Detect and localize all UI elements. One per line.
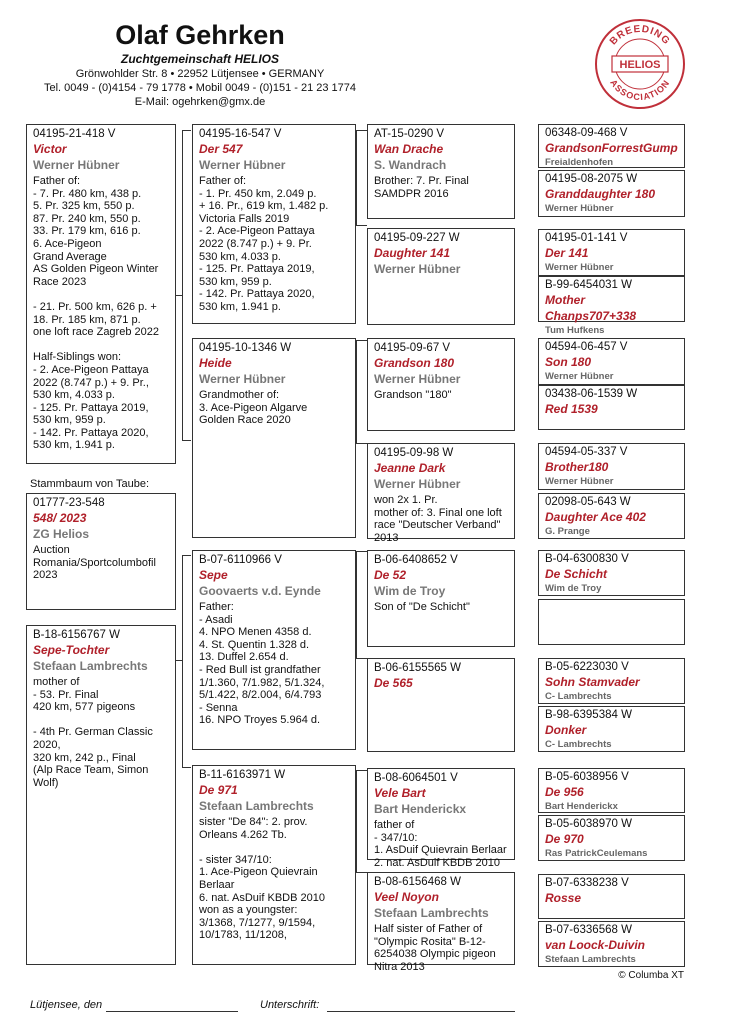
ring-number: B-05-6038970 W: [545, 818, 632, 830]
pigeon-name: Red 1539: [545, 402, 598, 416]
ring-number: B-07-6338238 V: [545, 877, 629, 889]
connector-mf-top: [356, 551, 367, 552]
pigeon-g5-6[interactable]: [538, 385, 685, 430]
description: Half sister of Father of "Olympic Rosita" B-12- 6254038 Olympic pigeon Nitra 2013: [374, 923, 496, 973]
breeder: Werner Hübner: [545, 371, 614, 382]
ring-number: 04195-09-67 V: [374, 342, 451, 354]
svg-text:ASSOCIATION: [608, 78, 671, 102]
pigeon-fmf[interactable]: [367, 338, 515, 431]
pigeon-g5-3[interactable]: [538, 229, 685, 276]
ring-number: 03438-06-1539 W: [545, 388, 638, 400]
breeder: Werner Hübner: [374, 262, 461, 276]
breeder: Werner Hübner: [374, 372, 461, 386]
place-date-line[interactable]: [106, 1011, 238, 1012]
description: won 2x 1. Pr. mother of: 3. Final one loft race "Deutscher Verband" 2013: [374, 494, 502, 544]
pigeon-name: Der 141: [545, 246, 589, 260]
breeder: ZG Helios: [33, 527, 90, 541]
description: Grandson "180": [374, 389, 452, 401]
pigeon-name: Son 180: [545, 355, 592, 369]
pigeon-name: De 52: [374, 568, 407, 582]
pigeon-name: Grandson 180: [374, 356, 455, 370]
pigeon-g5-9[interactable]: [538, 550, 685, 596]
connector-fm-top: [356, 340, 367, 341]
copyright: © Columba XT: [618, 970, 684, 981]
ring-number: B-08-6064501 V: [374, 772, 458, 784]
breeder-phone: Tel. 0049 - (0)4154 - 79 1778 • Mobil 0049 - (0)151 - 21 23 1774: [43, 82, 357, 94]
breeder: G. Prange: [545, 526, 590, 537]
description: Grandmother of: 3. Ace-Pigeon Algarve Golden Race 2020: [199, 389, 308, 427]
ring-number: 01777-23-548: [33, 497, 105, 509]
pigeon-g5-12[interactable]: [538, 706, 685, 752]
connector-mf: [356, 551, 357, 659]
ring-number: 02098-05-643 W: [545, 496, 631, 508]
breeder-subtitle: Zuchtgemeinschaft HELIOS: [120, 52, 280, 66]
breeder: Werner Hübner: [33, 158, 120, 172]
description: Father: - Asadi 4. NPO Menen 4358 d. 4. St. Quentin 1.328 d. 13. Duffel 2.654 d. - Red Bull ist grandfather 1/1.360, 7/1.982, 5/1.324, 5/1.422, 8/2.004, 6/4.793 - Senna 16. NPO Troyes 5.964 d.: [199, 601, 325, 727]
ring-number: 04195-08-2075 W: [545, 173, 638, 185]
ring-number: B-07-6110966 V: [199, 554, 282, 566]
pigeon-name: Rosse: [545, 891, 582, 905]
pigeon-name: Sepe: [199, 568, 228, 582]
pigeon-g5-14[interactable]: [538, 815, 685, 861]
signature-line[interactable]: [327, 1011, 515, 1012]
breeder: Ras PatrickCeulemans: [545, 848, 648, 859]
connector-father: [182, 130, 183, 441]
connector-mm-top: [356, 770, 367, 771]
breeder: Tum Hufkens: [545, 325, 605, 336]
pigeon-mff[interactable]: [367, 550, 515, 647]
ring-number: 04195-01-141 V: [545, 232, 628, 244]
breeder: S. Wandrach: [374, 158, 447, 172]
ring-number: B-05-6038956 V: [545, 771, 629, 783]
connector-mf-bottom: [356, 658, 367, 659]
pigeon-name: GrandsonForrestGump: [545, 141, 678, 155]
connector-mother-tick: [176, 660, 182, 661]
pigeon-mm[interactable]: [192, 765, 356, 965]
pigeon-fmm[interactable]: [367, 443, 515, 544]
pigeon-g5-5[interactable]: [538, 338, 685, 385]
pigeon-name: van Loock-Duivin: [545, 938, 646, 952]
ring-number: B-98-6395384 W: [545, 709, 632, 721]
ring-number: AT-15-0290 V: [374, 128, 445, 140]
pigeon-g5-7[interactable]: [538, 443, 685, 490]
pigeon-name: De 956: [545, 785, 584, 799]
breeder: Wim de Troy: [374, 584, 446, 598]
logo-center-text: HELIOS: [619, 59, 661, 71]
pigeon-name: Sepe-Tochter: [33, 643, 110, 657]
breeder: Goovaerts v.d. Eynde: [199, 584, 321, 598]
breeder: Bart Henderickx: [545, 801, 618, 812]
ring-number: 04594-06-457 V: [545, 341, 628, 353]
pigeon-name: Mother Chanps707+338: [545, 293, 637, 323]
connector-ff-bottom: [356, 225, 367, 226]
pigeon-g5-15[interactable]: [538, 874, 685, 919]
pigeon-fm[interactable]: [192, 338, 356, 538]
pigeon-name: Wan Drache: [374, 142, 444, 156]
pigeon-name: Vele Bart: [374, 786, 426, 800]
ring-number: B-99-6454031 W: [545, 279, 632, 291]
pigeon-g5-2[interactable]: [538, 170, 685, 217]
breeder: Stefaan Lambrechts: [33, 659, 148, 673]
pigeon-name: Daughter Ace 402: [545, 510, 646, 524]
description: Father of: - 1. Pr. 450 km, 2.049 p. + 16. Pr., 619 km, 1.482 p. Victoria Falls 2019 - 2. Ace-Pigeon Pattaya 2022 (8.747 p.) + 9. Pr. 530 km, 4.033 p. - 125. Pr. Pattaya 2019, 530 km, 959 p. - 142. Pr. Pattaya 2020, 530 km, 1.941 p.: [199, 175, 329, 313]
ring-number: B-18-6156767 W: [33, 629, 120, 641]
breeder: C- Lambrechts: [545, 691, 612, 702]
connector-mother: [182, 555, 183, 768]
logo-top-text: BREEDING: [607, 23, 673, 48]
pigeon-g5-11[interactable]: [538, 658, 685, 704]
pigeon-g5-10[interactable]: [538, 599, 685, 645]
connector-mother-top: [182, 555, 191, 556]
breeder: Werner Hübner: [545, 203, 614, 214]
pigeon-name: De Schicht: [545, 567, 608, 581]
pigeon-mfm[interactable]: [367, 658, 515, 752]
breeder-email[interactable]: E-Mail: ogehrken@gmx.de: [134, 96, 266, 108]
pigeon-g5-8[interactable]: [538, 493, 685, 539]
pigeon-fff[interactable]: [367, 124, 515, 219]
logo-bottom-text: ASSOCIATION: [608, 77, 672, 103]
ring-number: B-11-6163971 W: [199, 769, 286, 781]
connector-mm: [356, 770, 357, 873]
pigeon-name: De 970: [545, 832, 584, 846]
breeder: Stefaan Lambrechts: [374, 906, 489, 920]
ring-number: 06348-09-468 V: [545, 127, 628, 139]
ring-number: 04195-16-547 V: [199, 128, 282, 140]
ring-number: 04195-09-98 W: [374, 447, 454, 459]
pigeon-name: Donker: [545, 723, 587, 737]
pigeon-name: De 971: [199, 783, 238, 797]
connector-mother-bottom: [182, 767, 191, 768]
pigeon-name: Der 547: [199, 142, 243, 156]
breeder: Werner Hübner: [199, 158, 286, 172]
connector-father-bottom: [182, 440, 191, 441]
description: mother of - 53. Pr. Final 420 km, 577 pigeons - 4th Pr. German Classic 2020, 320 km, 242 p., Final (Alp Race Team, Simon Wolf): [33, 676, 153, 789]
stammbaum-label: Stammbaum von Taube:: [30, 478, 150, 490]
pigeon-g5-1[interactable]: [538, 124, 685, 168]
connector-ff-top: [356, 130, 367, 131]
breeder: Freialdenhofen: [545, 157, 614, 168]
description: father of - 347/10: 1. AsDuif Quievrain Berlaar 2. nat. AsDuif KBDB 2010: [374, 819, 507, 869]
connector-ff: [356, 130, 357, 226]
description: Father of: - 7. Pr. 480 km, 438 p. 5. Pr. 325 km, 550 p. 87. Pr. 240 km, 550 p. 33. Pr. 179 km, 616 p. 6. Ace-Pigeon Grand Average AS Golden Pigeon Winter Race 2023 - 21. Pr. 500 km, 626 p. + 18. Pr. 185 km, 871 p. one loft race Zagreb 2022 Half-Siblings won: - 2. Ace-Pigeon Pattaya 2022 (8.747 p.) + 9. Pr., 530 km, 4.033 p. - 125. Pr. Pattaya 2019, 530 km, 959 p. - 142. Pr. Pattaya 2020, 530 km, 1.941 p.: [33, 175, 159, 452]
pigeon-name: Heide: [199, 356, 232, 370]
ring-number: B-06-6408652 V: [374, 554, 458, 566]
pigeon-g5-16[interactable]: [538, 921, 685, 967]
description: Auction Romania/Sportcolumbofil 2023: [33, 544, 156, 582]
pigeon-name: 548/ 2023: [33, 511, 87, 525]
connector-fm-bottom: [356, 443, 367, 444]
ring-number: B-05-6223030 V: [545, 661, 629, 673]
connector-father-tick: [176, 295, 182, 296]
ring-number: 04195-09-227 W: [374, 232, 460, 244]
pigeon-mmm[interactable]: [367, 872, 515, 973]
ring-number: 04195-10-1346 W: [199, 342, 292, 354]
pigeon-mmf[interactable]: [367, 768, 515, 869]
pigeon-name: Jeanne Dark: [374, 461, 446, 475]
place-date-label: Lütjensee, den: [30, 999, 103, 1011]
breeder: Werner Hübner: [374, 477, 461, 491]
pigeon-father[interactable]: [26, 124, 176, 464]
pigeon-name: Granddaughter 180: [545, 187, 656, 201]
breeder: Stefaan Lambrechts: [199, 799, 314, 813]
pigeon-g5-13[interactable]: [538, 768, 685, 813]
ring-number: B-07-6336568 W: [545, 924, 632, 936]
breeder-address: Grönwohlder Str. 8 • 22952 Lütjensee • GERMANY: [75, 68, 325, 80]
breeder: Werner Hübner: [545, 476, 614, 487]
ring-number: B-06-6155565 W: [374, 662, 461, 674]
pigeon-name: Veel Noyon: [374, 890, 439, 904]
breeder: Werner Hübner: [545, 262, 614, 273]
description: Son of "De Schicht": [374, 601, 470, 613]
breeder: Bart Henderickx: [374, 802, 467, 816]
breeder: Wim de Troy: [545, 583, 602, 594]
pigeon-name: Brother180: [545, 460, 609, 474]
helios-logo: [594, 18, 686, 110]
pigeon-mf[interactable]: [192, 550, 356, 750]
description: Brother: 7. Pr. Final SAMDPR 2016: [374, 175, 469, 200]
pigeon-subject[interactable]: [26, 493, 176, 610]
breeder: Stefaan Lambrechts: [545, 954, 636, 965]
pigeon-name: Victor: [33, 142, 67, 156]
pigeon-name: De 565: [374, 676, 413, 690]
connector-father-top: [182, 130, 191, 131]
pigeon-g5-4[interactable]: [538, 276, 685, 336]
breeder: C- Lambrechts: [545, 739, 612, 750]
ring-number: B-08-6156468 W: [374, 876, 461, 888]
signature-label: Unterschrift:: [260, 999, 320, 1011]
breeder: Werner Hübner: [199, 372, 286, 386]
pigeon-mother[interactable]: [26, 625, 176, 965]
description: sister "De 84": 2. prov. Orleans 4.262 Tb. - sister 347/10: 1. Ace-Pigeon Quievrain Berlaar 6. nat. AsDuif KBDB 2010 won as a youngster: 3/1368, 7/1277, 9/1594, 10/1783, 11/1208,: [199, 816, 325, 942]
connector-mm-bottom: [356, 872, 367, 873]
breeder-name: Olaf Gehrken: [115, 20, 285, 50]
ring-number: B-04-6300830 V: [545, 553, 629, 565]
pigeon-name: Daughter 141: [374, 246, 451, 260]
pigeon-ffm[interactable]: [367, 228, 515, 325]
connector-fm: [356, 340, 357, 444]
ring-number: 04195-21-418 V: [33, 128, 116, 140]
pigeon-name: Sohn Stamvader: [545, 675, 640, 689]
ring-number: 04594-05-337 V: [545, 446, 628, 458]
pigeon-ff[interactable]: [192, 124, 356, 324]
